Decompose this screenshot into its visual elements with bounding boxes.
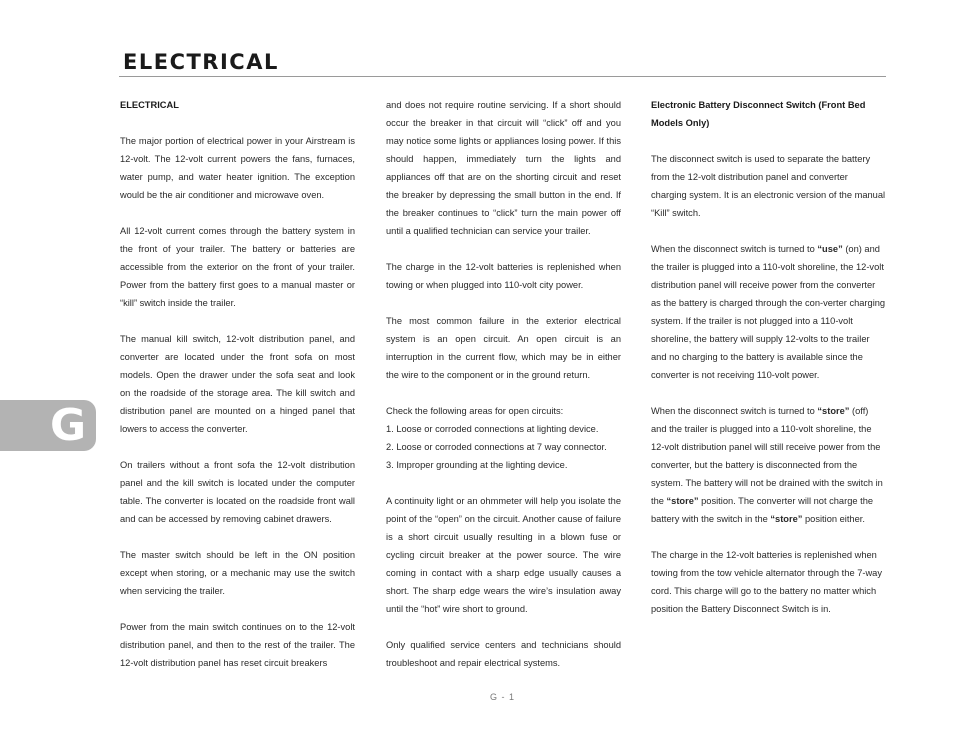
page-number: G - 1 bbox=[489, 692, 515, 702]
paragraph: The disconnect switch is used to separate the battery from the 12-volt distribution panel and converter charging system. It is an electronic version of the manual “Kill” switch. bbox=[651, 154, 886, 218]
paragraph: On trailers without a front sofa the 12-volt distribution panel and the kill switch is located under the computer table. The converter is located on the roadside front wall and can be accessed by removing cabinet drawers. bbox=[120, 460, 355, 524]
page-title: ELECTRICAL bbox=[123, 50, 279, 74]
title-divider bbox=[119, 76, 886, 77]
paragraph: All 12-volt current comes through the battery system in the front of your trailer. The battery or batteries are accessible from the exterior on the front of your trailer. Power from the battery first goes to a manual master or “kill” switch inside the trailer. bbox=[120, 226, 355, 308]
section-tab-letter: G bbox=[50, 400, 87, 451]
bold-term: “store” bbox=[770, 514, 803, 524]
paragraph: The manual kill switch, 12-volt distribution panel, and converter are located under the front sofa on most models. Open the drawer under the sofa seat and look on the roadside of the storage area. The kill switch and distribution panel are mounted on a hinged panel that lowers to access the converter. bbox=[120, 334, 355, 434]
column-3 bbox=[651, 96, 886, 636]
text-run: position either. bbox=[802, 514, 865, 524]
section-heading: Electronic Battery Disconnect Switch (Front Bed Models Only) bbox=[651, 100, 866, 128]
bold-term: “store” bbox=[666, 496, 699, 506]
column-2 bbox=[386, 96, 621, 690]
bold-term: “store” bbox=[817, 406, 850, 416]
checklist-item: 2. Loose or corroded connections at 7 way connector. bbox=[386, 442, 607, 452]
paragraph: Only qualified service centers and technicians should troubleshoot and repair electrical systems. bbox=[386, 640, 621, 668]
checklist-item: 1. Loose or corroded connections at lighting device. bbox=[386, 424, 599, 434]
paragraph bbox=[651, 240, 886, 384]
bold-term: “use” bbox=[817, 244, 843, 254]
text-run: position. The converter will not charge the battery with the switch in the bbox=[651, 496, 874, 524]
paragraph: The charge in the 12-volt batteries is replenished when towing from the tow vehicle alternator through the 7-way cord. This charge will go to the battery no matter which position the Battery Disconnect Switch is in. bbox=[651, 550, 882, 614]
column-1 bbox=[120, 96, 355, 690]
text-run: When the disconnect switch is turned to bbox=[651, 406, 818, 416]
text-run: (on) and the trailer is plugged into a 110-volt shoreline, the 12-volt distribution panel will receive power from the converter as the battery is charged through the con-verter charging system. If the trailer is not plugged into a 110-volt shoreline, the battery will supply 12-volts to the trailer and no charging to the battery is available since the converter is not receiving 110-volt power. bbox=[651, 244, 886, 380]
paragraph bbox=[651, 402, 886, 528]
section-heading: ELECTRICAL bbox=[120, 100, 179, 110]
text-run: (off) and the trailer is plugged into a 110-volt shoreline, the 12-volt distribution panel will still receive power from the converter, but the battery is disconnected from the system. The battery will not be drained with the switch in the bbox=[651, 406, 883, 506]
paragraph: The most common failure in the exterior electrical system is an open circuit. An open circuit is an interruption in the current flow, which may be in either the wire to the component or in the ground return. bbox=[386, 316, 621, 380]
paragraph: The major portion of electrical power in your Airstream is 12-volt. The 12-volt current powers the fans, furnaces, water pump, and water heater ignition. The exception would be the air conditioner and microwave oven. bbox=[120, 136, 355, 200]
text-run: When the disconnect switch is turned to bbox=[651, 244, 818, 254]
paragraph: Power from the main switch continues on to the 12-volt distribution panel, and then to the rest of the trailer. The 12-volt distribution panel has reset circuit breakers bbox=[120, 622, 355, 668]
checklist-intro: Check the following areas for open circuits: bbox=[386, 406, 564, 416]
checklist bbox=[386, 402, 621, 474]
checklist-item: 3. Improper grounding at the lighting device. bbox=[386, 460, 568, 470]
paragraph: The master switch should be left in the ON position except when storing, or a mechanic may use the switch when servicing the trailer. bbox=[120, 550, 355, 596]
paragraph: The charge in the 12-volt batteries is replenished when towing or when plugged into 110-volt city power. bbox=[386, 262, 621, 290]
paragraph: A continuity light or an ohmmeter will help you isolate the point of the “open” on the circuit. Another cause of failure is a short circuit usually resulting in a blown fuse or cycling circuit breaker at the power source. The wire coming in contact with a sharp edge usually causes a short. The sharp edge wears the wire’s insulation away until the “hot” wire short to ground. bbox=[386, 496, 621, 614]
paragraph: and does not require routine servicing. If a short should occur the breaker in that circuit will “click” off and you may notice some lights or appliances losing power. If this should happen, immediately turn the lights and appliances off that are on the shorting circuit and reset the breaker by depressing the small button in the end. If the breaker continues to “click” turn the main power off until a qualified technician can service your trailer. bbox=[386, 100, 621, 236]
